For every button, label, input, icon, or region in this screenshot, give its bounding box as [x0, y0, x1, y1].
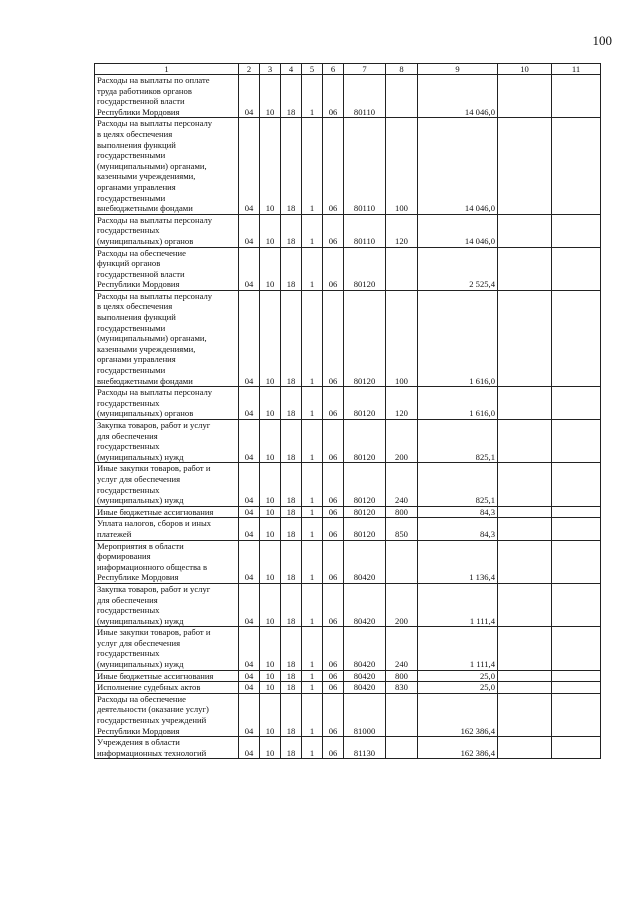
program-code: 18 — [281, 214, 302, 247]
section-code: 04 — [239, 670, 260, 682]
expense-type-code: 200 — [386, 420, 418, 463]
main-event-code: 06 — [323, 387, 344, 420]
main-event-code: 06 — [323, 506, 344, 518]
row-name: Расходы на обеспечение деятельности (оказание услуг) государственных учреждений Республики Мордовия — [95, 693, 239, 736]
column-11-value — [552, 670, 601, 682]
row-name: Расходы на выплаты персоналу государственных (муниципальных) органов — [95, 214, 239, 247]
section-code: 04 — [239, 463, 260, 506]
section-code: 04 — [239, 682, 260, 694]
subprogram-code: 1 — [302, 214, 323, 247]
expense-type-code — [386, 693, 418, 736]
direction-code: 80110 — [344, 75, 386, 118]
subsection-code: 10 — [260, 583, 281, 626]
column-11-value — [552, 118, 601, 214]
table-row — [95, 463, 601, 506]
subprogram-code: 1 — [302, 463, 323, 506]
row-name: Расходы на выплаты персоналу государственных (муниципальных) органов — [95, 387, 239, 420]
main-event-code: 06 — [323, 247, 344, 290]
direction-code: 80110 — [344, 214, 386, 247]
main-event-code: 06 — [323, 518, 344, 540]
column-10-value — [498, 627, 552, 670]
amount: 14 046,0 — [418, 214, 498, 247]
table-row — [95, 627, 601, 670]
subsection-code: 10 — [260, 518, 281, 540]
section-code: 04 — [239, 583, 260, 626]
table-row — [95, 290, 601, 386]
section-code: 04 — [239, 518, 260, 540]
amount: 825,1 — [418, 463, 498, 506]
subprogram-code: 1 — [302, 737, 323, 759]
amount: 1 616,0 — [418, 290, 498, 386]
direction-code: 80120 — [344, 420, 386, 463]
subprogram-code: 1 — [302, 682, 323, 694]
expense-type-code: 200 — [386, 583, 418, 626]
row-name: Расходы на выплаты по оплате труда работников органов государственной власти Республики Мордовия — [95, 75, 239, 118]
direction-code: 80120 — [344, 463, 386, 506]
program-code: 18 — [281, 737, 302, 759]
page-number: 100 — [592, 33, 612, 48]
column-header: 8 — [386, 64, 418, 75]
column-11-value — [552, 737, 601, 759]
column-11-value — [552, 518, 601, 540]
subprogram-code: 1 — [302, 506, 323, 518]
row-name: Расходы на обеспечение функций органов государственной власти Республики Мордовия — [95, 247, 239, 290]
main-event-code: 06 — [323, 420, 344, 463]
direction-code: 80420 — [344, 540, 386, 583]
subprogram-code: 1 — [302, 387, 323, 420]
table-row — [95, 518, 601, 540]
subprogram-code: 1 — [302, 518, 323, 540]
expense-type-code: 100 — [386, 290, 418, 386]
subsection-code: 10 — [260, 693, 281, 736]
expense-type-code: 800 — [386, 670, 418, 682]
table-row — [95, 506, 601, 518]
subprogram-code: 1 — [302, 540, 323, 583]
amount: 25,0 — [418, 682, 498, 694]
column-11-value — [552, 387, 601, 420]
column-10-value — [498, 670, 552, 682]
direction-code: 81000 — [344, 693, 386, 736]
program-code: 18 — [281, 118, 302, 214]
column-header: 1 — [95, 64, 239, 75]
expense-type-code — [386, 247, 418, 290]
subprogram-code: 1 — [302, 693, 323, 736]
amount: 825,1 — [418, 420, 498, 463]
row-name: Исполнение судебных актов — [95, 682, 239, 694]
program-code: 18 — [281, 290, 302, 386]
direction-code: 80420 — [344, 627, 386, 670]
direction-code: 80120 — [344, 387, 386, 420]
column-11-value — [552, 214, 601, 247]
main-event-code: 06 — [323, 670, 344, 682]
section-code: 04 — [239, 737, 260, 759]
expense-type-code: 850 — [386, 518, 418, 540]
direction-code: 80420 — [344, 670, 386, 682]
expense-type-code: 120 — [386, 214, 418, 247]
table-row — [95, 420, 601, 463]
column-11-value — [552, 247, 601, 290]
row-name: Закупка товаров, работ и услуг для обеспечения государственных (муниципальных) нужд — [95, 583, 239, 626]
subsection-code: 10 — [260, 214, 281, 247]
direction-code: 80110 — [344, 118, 386, 214]
column-header: 9 — [418, 64, 498, 75]
column-10-value — [498, 214, 552, 247]
amount: 1 111,4 — [418, 583, 498, 626]
budget-table — [94, 63, 601, 759]
column-10-value — [498, 737, 552, 759]
expense-type-code: 240 — [386, 627, 418, 670]
row-name: Закупка товаров, работ и услуг для обеспечения государственных (муниципальных) нужд — [95, 420, 239, 463]
column-header: 5 — [302, 64, 323, 75]
program-code: 18 — [281, 506, 302, 518]
column-11-value — [552, 540, 601, 583]
section-code: 04 — [239, 627, 260, 670]
column-11-value — [552, 506, 601, 518]
program-code: 18 — [281, 247, 302, 290]
main-event-code: 06 — [323, 118, 344, 214]
main-event-code: 06 — [323, 214, 344, 247]
subsection-code: 10 — [260, 247, 281, 290]
program-code: 18 — [281, 693, 302, 736]
subprogram-code: 1 — [302, 670, 323, 682]
row-name: Мероприятия в области формирования информационного общества в Республике Мордовия — [95, 540, 239, 583]
amount: 1 616,0 — [418, 387, 498, 420]
column-11-value — [552, 75, 601, 118]
amount: 1 111,4 — [418, 627, 498, 670]
subprogram-code: 1 — [302, 75, 323, 118]
program-code: 18 — [281, 583, 302, 626]
table-body — [95, 75, 601, 759]
main-event-code: 06 — [323, 540, 344, 583]
subprogram-code: 1 — [302, 583, 323, 626]
column-10-value — [498, 518, 552, 540]
column-header: 6 — [323, 64, 344, 75]
table-row — [95, 75, 601, 118]
amount: 162 386,4 — [418, 737, 498, 759]
column-11-value — [552, 693, 601, 736]
column-10-value — [498, 420, 552, 463]
column-11-value — [552, 420, 601, 463]
row-name: Иные закупки товаров, работ и услуг для обеспечения государственных (муниципальных) нужд — [95, 463, 239, 506]
table-row — [95, 670, 601, 682]
program-code: 18 — [281, 627, 302, 670]
program-code: 18 — [281, 387, 302, 420]
expense-type-code: 830 — [386, 682, 418, 694]
subsection-code: 10 — [260, 506, 281, 518]
row-name: Иные бюджетные ассигнования — [95, 506, 239, 518]
program-code: 18 — [281, 420, 302, 463]
subprogram-code: 1 — [302, 627, 323, 670]
section-code: 04 — [239, 290, 260, 386]
section-code: 04 — [239, 75, 260, 118]
amount: 14 046,0 — [418, 118, 498, 214]
subsection-code: 10 — [260, 670, 281, 682]
amount: 84,3 — [418, 518, 498, 540]
program-code: 18 — [281, 670, 302, 682]
table-row — [95, 118, 601, 214]
expense-type-code: 800 — [386, 506, 418, 518]
row-name: Расходы на выплаты персоналу в целях обеспечения выполнения функций государственными (муниципальными) органами, казенными учреждениями, органами управления государственными внебюджетными фондами — [95, 290, 239, 386]
main-event-code: 06 — [323, 627, 344, 670]
direction-code: 80120 — [344, 506, 386, 518]
subprogram-code: 1 — [302, 118, 323, 214]
table-row — [95, 682, 601, 694]
section-code: 04 — [239, 387, 260, 420]
amount: 84,3 — [418, 506, 498, 518]
program-code: 18 — [281, 75, 302, 118]
section-code: 04 — [239, 506, 260, 518]
expense-type-code: 240 — [386, 463, 418, 506]
program-code: 18 — [281, 463, 302, 506]
column-10-value — [498, 540, 552, 583]
direction-code: 80420 — [344, 583, 386, 626]
direction-code: 80120 — [344, 290, 386, 386]
expense-type-code — [386, 540, 418, 583]
column-10-value — [498, 75, 552, 118]
subprogram-code: 1 — [302, 290, 323, 386]
column-10-value — [498, 506, 552, 518]
main-event-code: 06 — [323, 75, 344, 118]
amount: 2 525,4 — [418, 247, 498, 290]
column-10-value — [498, 693, 552, 736]
program-code: 18 — [281, 682, 302, 694]
column-header: 2 — [239, 64, 260, 75]
column-10-value — [498, 247, 552, 290]
expense-type-code — [386, 737, 418, 759]
main-event-code: 06 — [323, 693, 344, 736]
table-row — [95, 540, 601, 583]
row-name: Иные бюджетные ассигнования — [95, 670, 239, 682]
expense-type-code: 120 — [386, 387, 418, 420]
section-code: 04 — [239, 214, 260, 247]
column-header: 10 — [498, 64, 552, 75]
column-11-value — [552, 290, 601, 386]
table-row — [95, 214, 601, 247]
section-code: 04 — [239, 247, 260, 290]
main-event-code: 06 — [323, 463, 344, 506]
subsection-code: 10 — [260, 627, 281, 670]
subsection-code: 10 — [260, 463, 281, 506]
row-name: Иные закупки товаров, работ и услуг для обеспечения государственных (муниципальных) нужд — [95, 627, 239, 670]
table-row — [95, 247, 601, 290]
section-code: 04 — [239, 693, 260, 736]
table-row — [95, 737, 601, 759]
section-code: 04 — [239, 540, 260, 583]
column-10-value — [498, 463, 552, 506]
amount: 14 046,0 — [418, 75, 498, 118]
subsection-code: 10 — [260, 118, 281, 214]
column-10-value — [498, 118, 552, 214]
subsection-code: 10 — [260, 737, 281, 759]
column-number-row — [95, 64, 601, 75]
table-row — [95, 693, 601, 736]
program-code: 18 — [281, 518, 302, 540]
column-11-value — [552, 682, 601, 694]
direction-code: 80420 — [344, 682, 386, 694]
main-event-code: 06 — [323, 682, 344, 694]
subsection-code: 10 — [260, 682, 281, 694]
expense-type-code: 100 — [386, 118, 418, 214]
column-header: 3 — [260, 64, 281, 75]
table-row — [95, 387, 601, 420]
amount: 1 136,4 — [418, 540, 498, 583]
main-event-code: 06 — [323, 583, 344, 626]
row-name: Расходы на выплаты персоналу в целях обеспечения выполнения функций государственными (муниципальными) органами, казенными учреждениями, органами управления государственными внебюджетными фондами — [95, 118, 239, 214]
row-name: Учреждения в области информационных технологий — [95, 737, 239, 759]
subsection-code: 10 — [260, 420, 281, 463]
expense-type-code — [386, 75, 418, 118]
amount: 162 386,4 — [418, 693, 498, 736]
main-event-code: 06 — [323, 290, 344, 386]
column-10-value — [498, 682, 552, 694]
column-11-value — [552, 583, 601, 626]
subsection-code: 10 — [260, 387, 281, 420]
column-10-value — [498, 583, 552, 626]
column-11-value — [552, 463, 601, 506]
row-name: Уплата налогов, сборов и иных платежей — [95, 518, 239, 540]
subsection-code: 10 — [260, 290, 281, 386]
column-header: 4 — [281, 64, 302, 75]
program-code: 18 — [281, 540, 302, 583]
subsection-code: 10 — [260, 75, 281, 118]
direction-code: 80120 — [344, 518, 386, 540]
section-code: 04 — [239, 420, 260, 463]
column-10-value — [498, 290, 552, 386]
column-header: 11 — [552, 64, 601, 75]
direction-code: 81130 — [344, 737, 386, 759]
subprogram-code: 1 — [302, 247, 323, 290]
subprogram-code: 1 — [302, 420, 323, 463]
column-10-value — [498, 387, 552, 420]
section-code: 04 — [239, 118, 260, 214]
amount: 25,0 — [418, 670, 498, 682]
main-event-code: 06 — [323, 737, 344, 759]
subsection-code: 10 — [260, 540, 281, 583]
column-11-value — [552, 627, 601, 670]
column-header: 7 — [344, 64, 386, 75]
table-row — [95, 583, 601, 626]
direction-code: 80120 — [344, 247, 386, 290]
